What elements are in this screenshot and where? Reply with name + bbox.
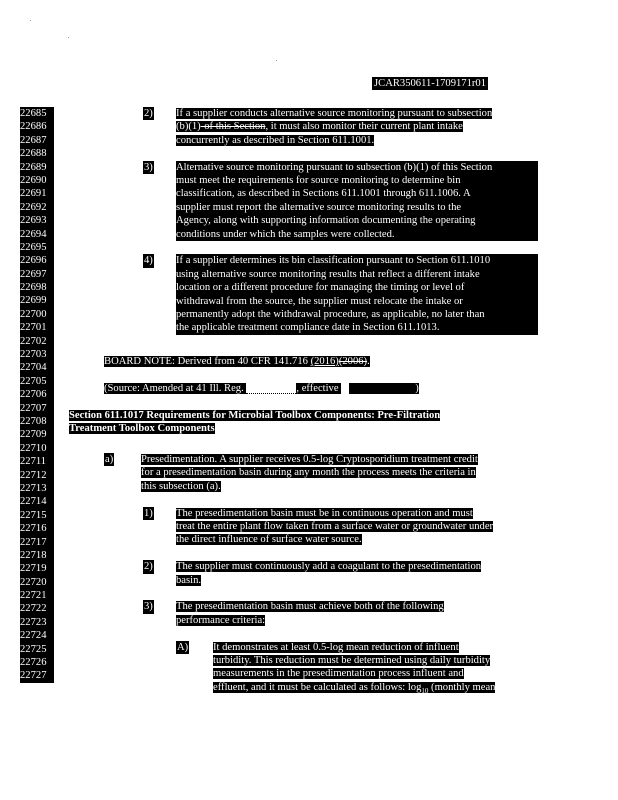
line-number: 22691 [20, 188, 47, 200]
item-aA-marker: A) [177, 641, 189, 653]
scan-speck [30, 20, 31, 21]
line-number: 22690 [20, 174, 47, 186]
subsection-a-line: Presedimentation. A supplier receives 0.5-log Cryptosporidium treatment credit [141, 454, 478, 465]
line-number: 22701 [20, 322, 47, 334]
scan-speck [68, 37, 69, 38]
item-a3-text [176, 600, 444, 627]
line-number: 22724 [20, 630, 47, 642]
line-number: 22720 [20, 576, 47, 588]
item-2-marker: 2) [144, 108, 153, 119]
subsection-a-marker: a) [105, 454, 114, 465]
line-number: 22700 [20, 308, 47, 320]
line-number: 22689 [20, 161, 47, 173]
item-2-line: If a supplier conducts alternative source monitoring pursuant to subsection [176, 108, 493, 119]
item-4-line: If a supplier determines its bin classification pursuant to Section 611.1010 [176, 254, 538, 267]
line-number: 22695 [20, 241, 47, 253]
item-a3-marker: 3) [144, 601, 153, 613]
line-number: 22704 [20, 362, 47, 374]
subsection-a-line: for a presedimentation basin during any month the process meets the criteria in [141, 467, 476, 479]
line-number: 22698 [20, 282, 47, 294]
line-number: 22693 [20, 215, 47, 227]
line-number: 22712 [20, 469, 47, 481]
item-4-line: permanently adopt the withdrawal procedure, as applicable, no later than [176, 308, 538, 321]
line-number-column [20, 107, 54, 683]
item-a2-marker: 2) [144, 561, 153, 573]
item-3-line: classification, as described in Sections 611.1001 through 611.1006. A [176, 187, 538, 200]
line-number: 22718 [20, 549, 47, 561]
source-effective: , effective [296, 382, 342, 394]
item-a2-line: basin. [176, 574, 202, 586]
scan-speck [276, 60, 277, 61]
item-3-line: must meet the requirements for source monitoring to determine bin [176, 174, 538, 187]
item-3-line: conditions under which the samples were collected. [176, 228, 538, 241]
line-number: 22694 [20, 228, 47, 240]
item-4-line: using alternative source monitoring results that reflect a different intake [176, 268, 538, 281]
section-heading [69, 409, 440, 436]
item-aA-line-end: (monthly mean [428, 681, 496, 693]
line-number: 22702 [20, 335, 47, 347]
line-number: 22705 [20, 375, 47, 387]
item-3-line: supplier must report the alternative source monitoring results to the [176, 201, 538, 214]
line-number: 22726 [20, 657, 47, 669]
item-a3-line: The presedimentation basin must achieve both of the following [176, 601, 444, 613]
line-number: 22708 [20, 415, 47, 427]
line-number: 22697 [20, 268, 47, 280]
section-title-line: Section 611.1017 Requirements for Microbial Toolbox Components: Pre-Filtration [69, 409, 441, 421]
section-title-line: Treatment Toolbox Components [69, 422, 215, 434]
item-aA-line: turbidity. This reduction must be determined using daily turbidity [213, 655, 491, 666]
line-number: 22719 [20, 563, 47, 575]
item-a1-text [176, 507, 493, 547]
spacer [341, 383, 349, 394]
line-number: 22721 [20, 590, 47, 602]
item-a1-marker: 1) [144, 507, 153, 519]
item-4-line: location or a different procedure for managing the timing or level of [176, 281, 538, 294]
line-number: 22715 [20, 509, 47, 521]
line-number: 22714 [20, 496, 47, 508]
item-4-text [176, 254, 538, 334]
line-number: 22711 [20, 456, 47, 468]
line-number: 22716 [20, 523, 47, 535]
register-blank [246, 382, 296, 394]
line-number: 22688 [20, 148, 47, 160]
log-subscript: 10 [421, 686, 429, 695]
line-number: 22699 [20, 295, 47, 307]
source-prefix: (Source: Amended at 41 Ill. Reg. [104, 382, 247, 394]
item-4-marker: 4) [144, 255, 153, 267]
item-3-text [176, 161, 538, 241]
deleted-text: -of this Section [200, 121, 266, 133]
item-2-ref: (b)(1) [176, 121, 201, 133]
line-number: 22723 [20, 616, 47, 628]
source-suffix: ) [415, 382, 419, 394]
item-3-marker: 3) [144, 161, 153, 173]
line-number: 22685 [20, 108, 47, 119]
item-a3-line: performance criteria: [176, 614, 266, 626]
board-note-text: BOARD NOTE: Derived from 40 CFR 141.716 [104, 355, 311, 367]
item-3-line: Alternative source monitoring pursuant to subsection (b)(1) of this Section [176, 161, 538, 174]
line-number: 22709 [20, 429, 47, 441]
item-aA-line: It demonstrates at least 0.5-log mean reduction of influent [213, 641, 459, 653]
subsection-a-text [141, 453, 478, 493]
line-number: 22706 [20, 389, 47, 401]
line-number: 22686 [20, 121, 47, 133]
line-number: 22687 [20, 134, 47, 146]
item-aA-line: effluent, and it must be calculated as follows: log [213, 681, 422, 693]
board-note [104, 355, 370, 368]
inserted-text: (2016) [310, 355, 339, 367]
document-code: JCAR350611-1709171r01 [374, 78, 487, 89]
effective-date-blank [349, 383, 415, 394]
line-number: 22722 [20, 603, 47, 615]
item-3-line: Agency, along with supporting information documenting the operating [176, 214, 538, 227]
item-2-line: concurrently as described in Section 611.1001. [176, 134, 375, 146]
item-4-line: the applicable treatment compliance date in Section 611.1013. [176, 321, 538, 334]
source-note [104, 382, 419, 395]
item-a2-line: The supplier must continuously add a coagulant to the presedimentation [176, 561, 482, 573]
line-number: 22713 [20, 482, 47, 494]
item-2-text [176, 107, 492, 147]
line-number: 22703 [20, 349, 47, 361]
line-number: 22692 [20, 201, 47, 213]
deleted-text: (2006) [338, 355, 368, 367]
subsection-a-line: this subsection (a). [141, 480, 221, 492]
item-2-line: , it must also monitor their current plant intake [265, 121, 463, 133]
item-a1-line: The presedimentation basin must be in continuous operation and must [176, 507, 473, 519]
board-note-end: . [367, 355, 370, 367]
line-number: 22725 [20, 643, 47, 655]
line-number: 22717 [20, 536, 47, 548]
item-a1-line: the direct influence of surface water source. [176, 534, 362, 546]
line-number: 22707 [20, 402, 47, 414]
line-number: 22727 [20, 670, 47, 682]
line-number: 22696 [20, 255, 47, 267]
item-aA-line: measurements in the presedimentation process influent and [213, 668, 464, 680]
item-a2-text [176, 560, 481, 587]
item-aA-text [213, 641, 539, 695]
line-number: 22710 [20, 442, 47, 454]
item-a1-line: treat the entire plant flow taken from a surface water or groundwater under [176, 521, 494, 532]
item-4-line: withdrawal from the source, the supplier must relocate the intake or [176, 295, 538, 308]
